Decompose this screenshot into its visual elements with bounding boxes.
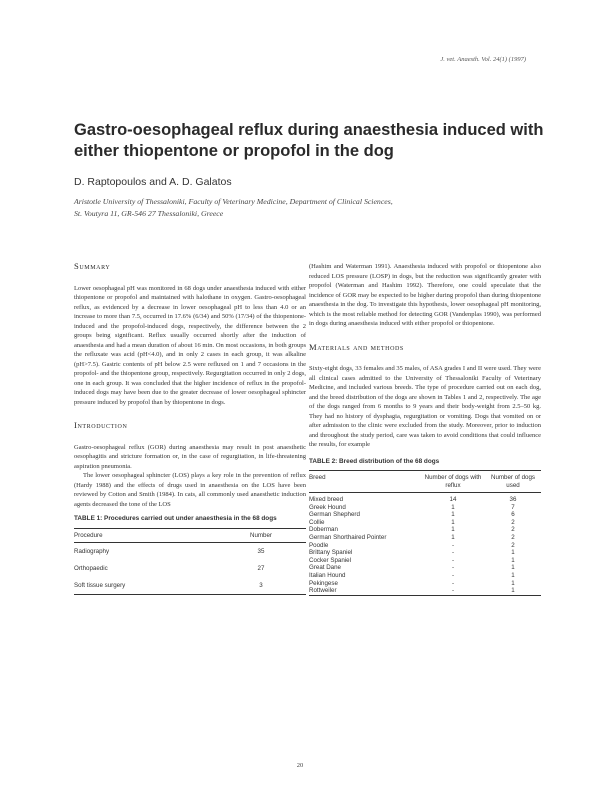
- table-row: [309, 549, 541, 557]
- introduction-paragraph: Gastro-oesophageal reflux (GOR) during anaesthesia may result in post anaesthetic oesophagitis and stricture formation or, in the case of regurgitation, in life-threatening aspiration pneumonia.: [74, 443, 306, 470]
- table1-header: Procedure: [74, 528, 216, 543]
- table2-cell: Pekingese: [309, 579, 338, 587]
- table2-cell: 1: [451, 511, 455, 519]
- table-row: [309, 504, 541, 512]
- table1-header-row: [74, 528, 306, 543]
- table2-cell: -: [451, 541, 455, 549]
- affiliation-line: Aristotle University of Thessaloniki, Faculty of Veterinary Medicine, Department of Clinical Sciences,: [74, 197, 393, 206]
- table1-header: Number: [216, 528, 306, 543]
- methods-paragraph: Sixty-eight dogs, 33 females and 35 males, of ASA grades I and II were used. They were all clinical cases admitted to the University of Thessaloniki Faculty of Veterinary Medicine, and included various breeds. The type of procedure carried out on each dog, and the breed distribution of the dogs are shown in Tables 1 and 2, respectively. The age of the dogs ranged from 6 months to 9 years and their body-weight from 2.5–50 kg. They had no history of dysphagia, regurgitation or vomiting. Dogs that vomited on or after admission to the clinic were excluded from the study. Moreover, prior to induction and throughout the study period, care was taken to avoid conditions that could influence the results, for example: [309, 365, 541, 448]
- table2-cell: Poodle: [309, 541, 329, 549]
- table-row: [74, 560, 306, 577]
- table1-cell: Radiography: [74, 548, 110, 555]
- table2-cell: 2: [511, 533, 515, 541]
- table-row: [309, 572, 541, 580]
- affiliation: [74, 196, 554, 220]
- table1-cell: 27: [257, 565, 265, 572]
- introduction-heading: Introduction: [74, 420, 128, 430]
- table2-cell: 1: [511, 549, 515, 557]
- author-list: D. Raptopoulos and A. D. Galatos: [74, 176, 232, 188]
- table2-cell: Italian Hound: [309, 571, 346, 579]
- table2-cell: 1: [485, 587, 541, 595]
- table2-body: [309, 493, 541, 596]
- table-row: [309, 564, 541, 572]
- table2-cell: 2: [511, 541, 515, 549]
- table2-header: Number of dogs with reflux: [421, 471, 485, 493]
- table2-cell: Great Dane: [309, 564, 341, 572]
- table2-cell: 1: [451, 526, 455, 534]
- table2-cell: Rottweiler: [309, 587, 421, 595]
- table2-cell: -: [451, 564, 455, 572]
- methods-heading: Materials and methods: [309, 341, 404, 352]
- table-row: [309, 519, 541, 527]
- table2-header: Number of dogs used: [485, 471, 541, 493]
- right-column: [309, 262, 541, 596]
- table2-cell: -: [451, 571, 455, 579]
- table-row: [309, 557, 541, 565]
- table2-cell: -: [451, 556, 455, 564]
- table2-cell: 7: [511, 503, 515, 511]
- table2-cell: 1: [511, 556, 515, 564]
- table2-cell: -: [451, 549, 455, 557]
- table2-header-row: [309, 471, 541, 493]
- table2-cell: Greek Hound: [309, 503, 346, 511]
- table2-caption: TABLE 2: Breed distribution of the 68 dogs: [309, 457, 440, 465]
- table2-cell: Mixed breed: [309, 496, 344, 503]
- table-row: [309, 580, 541, 588]
- table2-cell: 1: [511, 579, 515, 587]
- table-row: [309, 534, 541, 542]
- table-row: [309, 493, 541, 504]
- table2-cell: 1: [511, 564, 515, 572]
- table1-cell: 35: [257, 548, 265, 555]
- table-row: [309, 542, 541, 550]
- table2-cell: Brittany Spaniel: [309, 549, 353, 557]
- table1-cell: Orthopaedic: [74, 565, 108, 572]
- body-paragraph: (Hashim and Waterman 1991). Anaesthesia induced with propofol or thiopentone also reduced LOS pressure (LOSP) in dogs, but the reduction was significantly greater with propofol (Waterman and Hashim 1992). Therefore, one could speculate that the incidence of GOR may be expected to be higher during propofol than during thiopentone anaesthesia in the dog. To investigate this hypothesis, lower oesophageal pH monitoring, which is the most reliable method for detecting GOR (Vandenplas 1990), was performed in dogs during anaesthesia induced with either propofol or thiopentone.: [309, 263, 541, 327]
- table1: [74, 528, 306, 596]
- table1-cell: Soft tissue surgery: [74, 577, 216, 595]
- table2-cell: 36: [509, 496, 517, 503]
- summary-text: Lower oesophageal pH was monitored in 68 dogs under anaesthesia induced with either thiopentone or propofol and maintained with halothane in oxygen. Gastro-oesophageal reflux, as evidenced by a decrease in lower oesophageal pH to less than 4.0 or an increase to more than 7.5, occurred in 17.6% (6/34) and 50% (17/34) of the thiopentone-induced and the propofol-induced dogs, respectively, the difference between the 2 groups being significant. Reflux usually occurred shortly after the induction of anaesthesia and had a mean duration of about 16 min. On most occasions, in both groups the refluxate was acid (pH<4.0), and in only 2 cases in each group, it was alkaline (pH>7.5). Gastric contents of pH below 2.5 were refluxed on 1 and 7 occasions in the propofol- and the thiopentone group, respectively. Regurgitation occurred in only 2 dogs, one in each group. It was concluded that the higher incidence of reflux in the propofol-induced dogs may have been due to the greater decrease of lower oesophageal sphincter pressure induced by propofol than by thiopentone in dogs.: [74, 284, 306, 406]
- table2-cell: 1: [451, 518, 455, 526]
- table-row: [309, 526, 541, 534]
- table2-cell: 6: [511, 511, 515, 519]
- table2-cell: 1: [511, 571, 515, 579]
- table1-caption: TABLE 1: Procedures carried out under anaesthesia in the 68 dogs: [74, 515, 277, 522]
- table2-cell: Cocker Spaniel: [309, 556, 351, 564]
- table2-cell: Collie: [309, 518, 325, 526]
- table-row: [74, 543, 306, 561]
- affiliation-line: St. Voutyra 11, GR-546 27 Thessaloniki, Greece: [74, 209, 224, 218]
- table2-cell: Doberman: [309, 526, 338, 534]
- table2: [309, 470, 541, 596]
- table-row: [74, 577, 306, 595]
- introduction-paragraph: The lower oesophageal sphincter (LOS) plays a key role in the prevention of reflux (Hardy 1988) and the effects of drugs used in anaesthesia on the LOS have been reviewed by Cotton and Smith (1984). In cats, all commonly used anaesthetic induction agents decreased the tone of the LOS: [74, 472, 306, 508]
- table2-cell: 2: [511, 526, 515, 534]
- table2-header: Breed: [309, 471, 421, 493]
- table1-cell: 3: [216, 577, 306, 595]
- table-row: [309, 511, 541, 519]
- table2-cell: -: [421, 587, 485, 595]
- summary-heading: Summary: [74, 261, 111, 271]
- left-column: [74, 262, 306, 595]
- table2-cell: 2: [511, 518, 515, 526]
- journal-reference: J. vet. Anaesth. Vol. 24(1) (1997): [440, 56, 526, 63]
- article-title: Gastro-oesophageal reflux during anaesthesia induced with either thiopentone or propofol in the dog: [74, 121, 544, 160]
- table2-cell: German Shepherd: [309, 511, 360, 519]
- table2-cell: -: [451, 579, 455, 587]
- table-row: [309, 587, 541, 595]
- table2-cell: 1: [451, 533, 455, 541]
- table2-cell: 14: [449, 496, 457, 503]
- table2-cell: German Shorthaired Pointer: [309, 533, 387, 541]
- table2-cell: 1: [451, 503, 455, 511]
- page-number: 20: [296, 762, 304, 769]
